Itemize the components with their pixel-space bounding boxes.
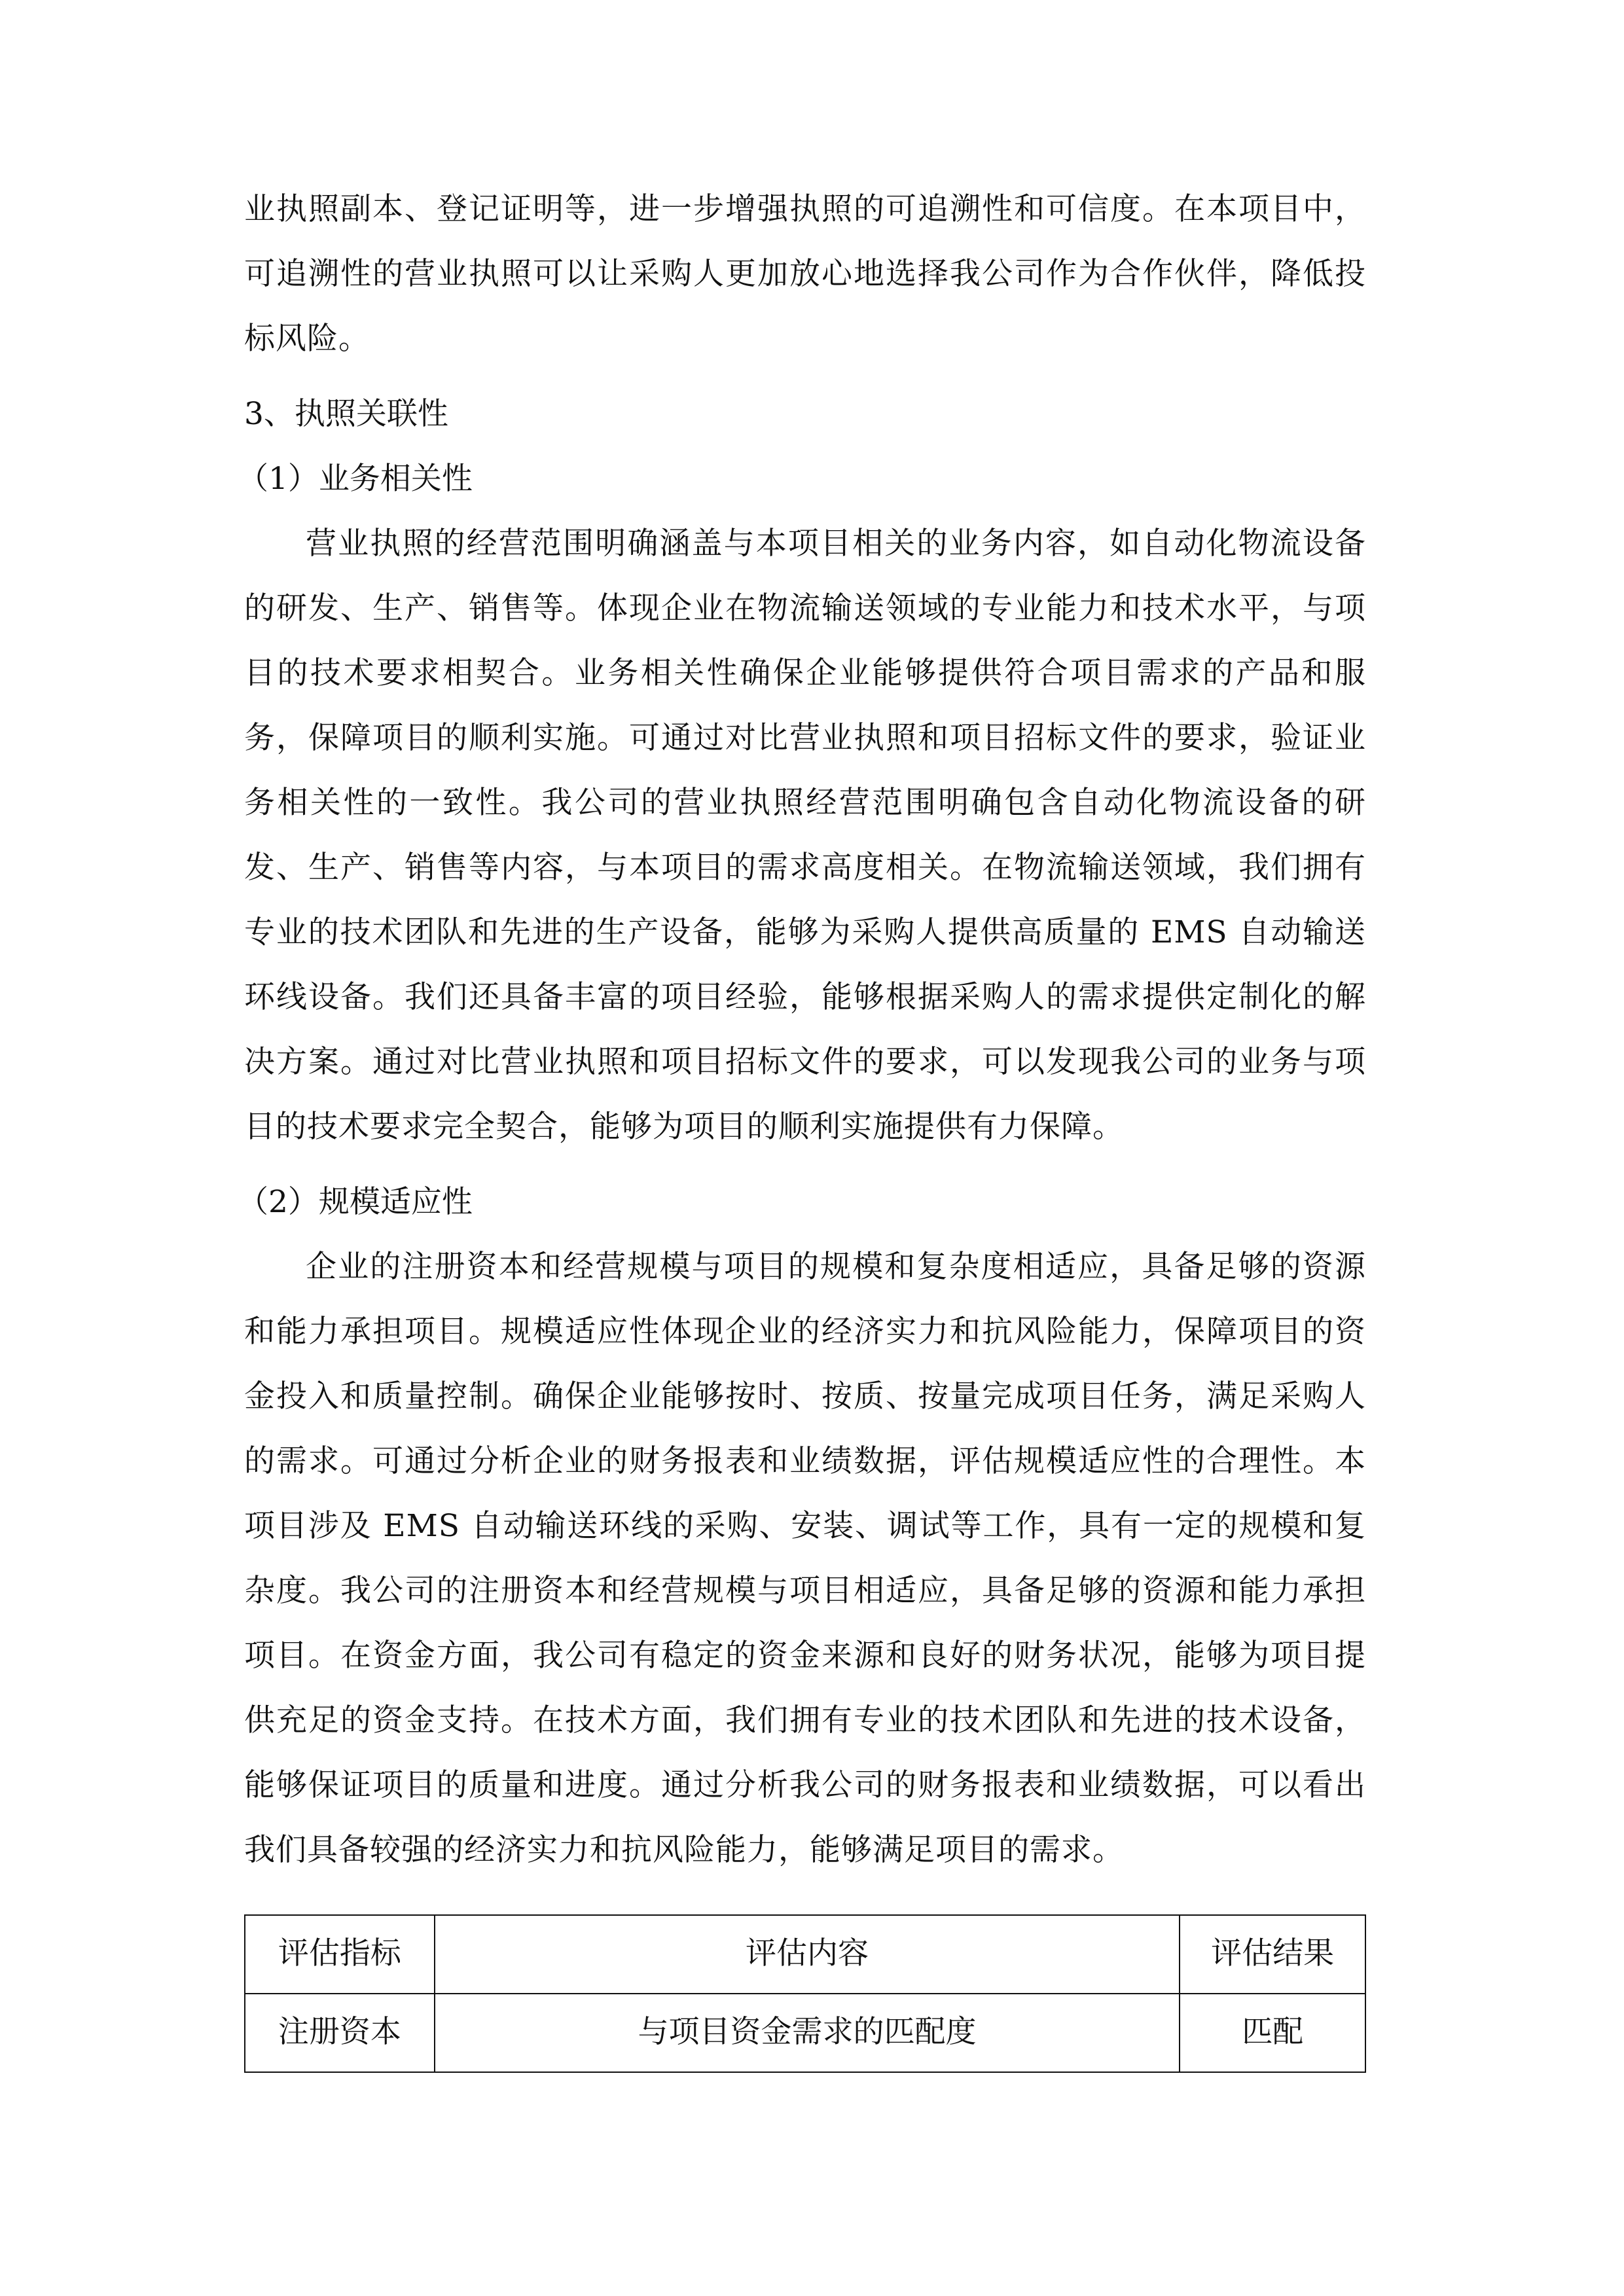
table-header-row: [245, 1915, 1365, 1994]
paragraph-scale-adaptability: 企业的注册资本和经营规模与项目的规模和复杂度相适应，具备足够的资源和能力承担项目。规模适应性体现企业的经济实力和抗风险能力，保障项目的资金投入和质量控制。确保企业能够按时、按质、按量完成项目任务，满足采购人的需求。可通过分析企业的财务报表和业绩数据，评估规模适应性的合理性。本项目涉及 EMS 自动输送环线的采购、安装、调试等工作，具有一定的规模和复杂度。我公司的注册资本和经营规模与项目相适应，具备足够的资源和能力承担项目。在资金方面，我公司有稳定的资金来源和良好的财务状况，能够为项目提供充足的资金支持。在技术方面，我们拥有专业的技术团队和先进的技术设备，能够保证项目的质量和进度。通过分析我公司的财务报表和业绩数据，可以看出我们具备较强的经济实力和抗风险能力，能够满足项目的需求。: [244, 1249, 1366, 1868]
table-cell: 匹配: [1180, 1994, 1365, 2072]
subheading-scale-adaptability: （2）规模适应性: [238, 1184, 473, 1220]
table-row: [245, 1994, 1365, 2072]
document-body: [238, 177, 1366, 1882]
paragraph-traceability-end: 业执照副本、登记证明等，进一步增强执照的可追溯性和可信度。在本项目中，可追溯性的营业执照可以让采购人更加放心地选择我公司作为合作伙伴，降低投标风险。: [244, 191, 1366, 357]
section-heading-license-relevance: 3、执照关联性: [244, 396, 448, 432]
table-cell: 注册资本: [245, 1994, 435, 2072]
table-header-cell: 评估内容: [435, 1915, 1180, 1994]
evaluation-table: [244, 1914, 1366, 2073]
subheading-business-relevance: （1）业务相关性: [238, 461, 473, 497]
table-header-cell: 评估结果: [1180, 1915, 1365, 1994]
table-header-cell: 评估指标: [245, 1915, 435, 1994]
table-cell: 与项目资金需求的匹配度: [435, 1994, 1180, 2072]
paragraph-business-relevance: 营业执照的经营范围明确涵盖与本项目相关的业务内容，如自动化物流设备的研发、生产、销售等。体现企业在物流输送领域的专业能力和技术水平，与项目的技术要求相契合。业务相关性确保企业能够提供符合项目需求的产品和服务，保障项目的顺利实施。可通过对比营业执照和项目招标文件的要求，验证业务相关性的一致性。我公司的营业执照经营范围明确包含自动化物流设备的研发、生产、销售等内容，与本项目的需求高度相关。在物流输送领域，我们拥有专业的技术团队和先进的生产设备，能够为采购人提供高质量的 EMS 自动输送环线设备。我们还具备丰富的项目经验，能够根据采购人的需求提供定制化的解决方案。通过对比营业执照和项目招标文件的要求，可以发现我公司的业务与项目的技术要求完全契合，能够为项目的顺利实施提供有力保障。: [244, 526, 1366, 1145]
